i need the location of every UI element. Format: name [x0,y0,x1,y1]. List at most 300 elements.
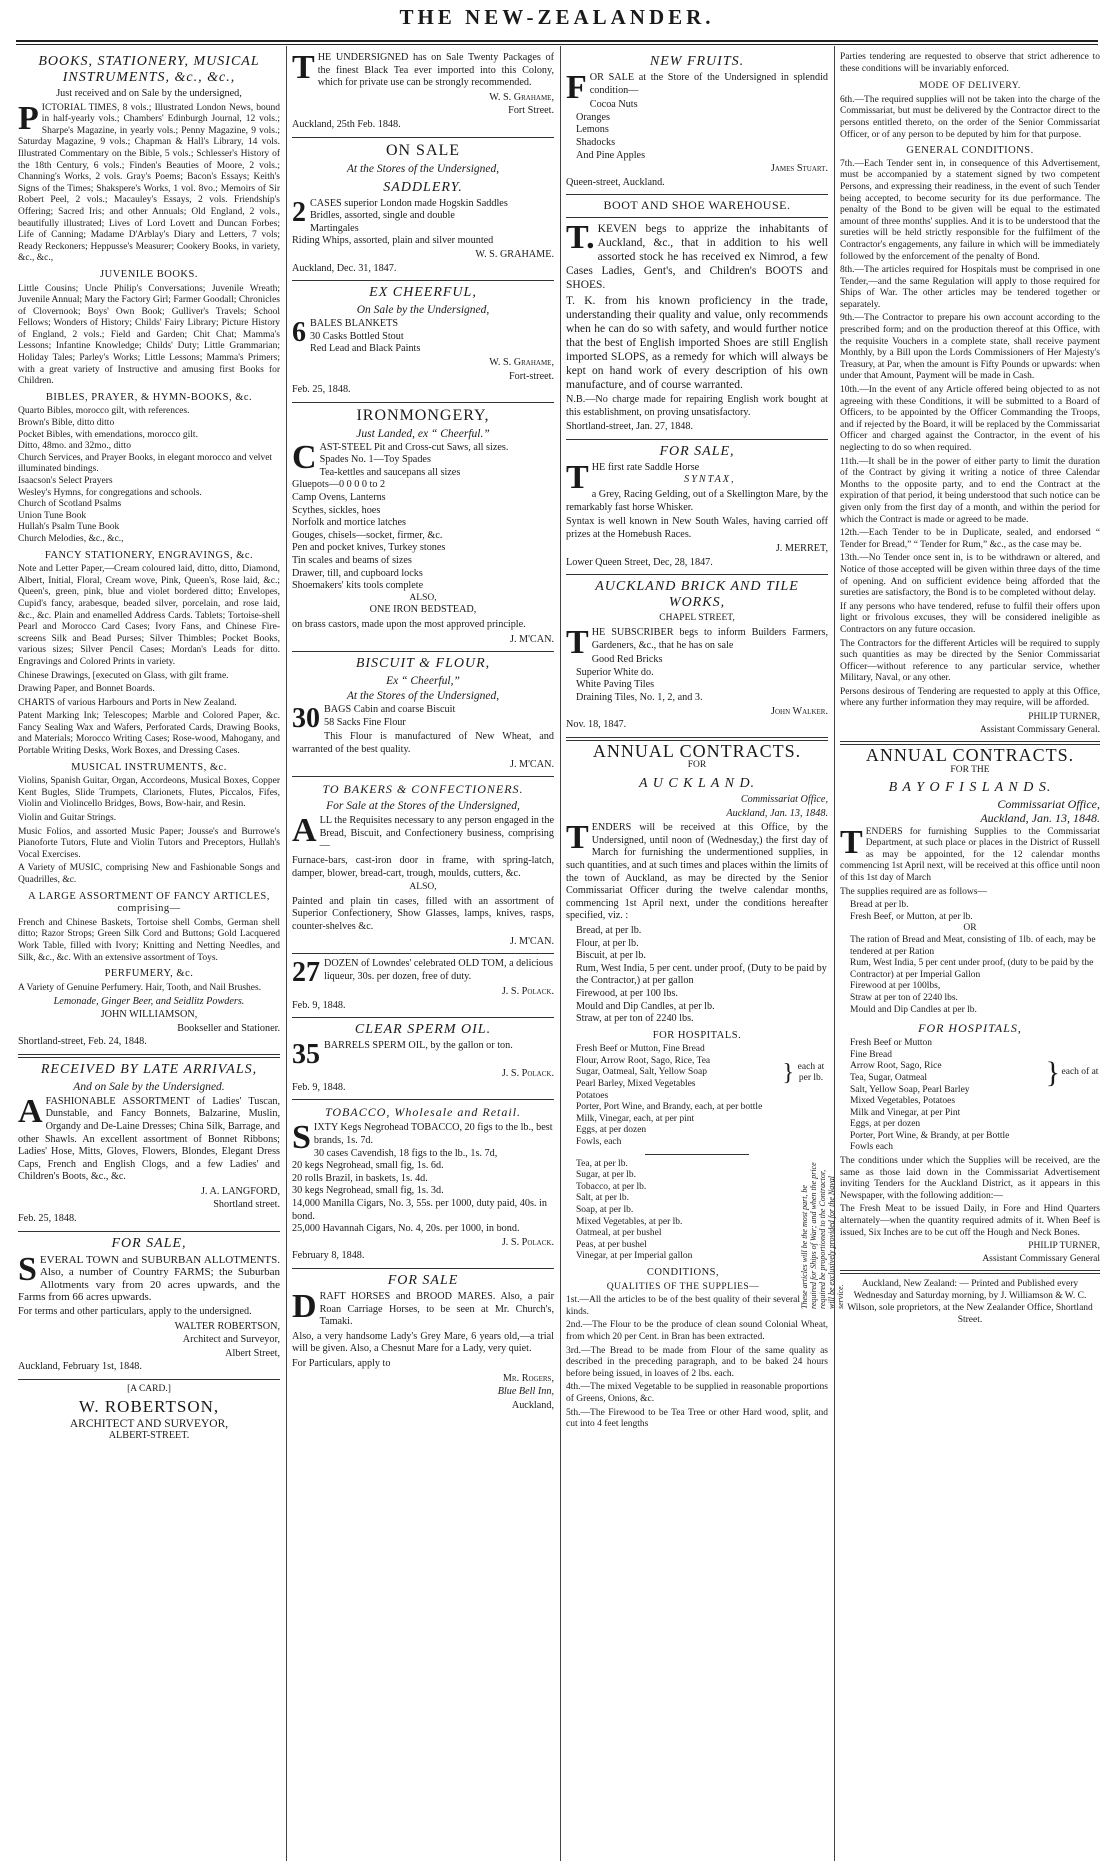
section-heading: JUVENILE BOOKS. [100,268,198,280]
list-item: 20 rolls Brazil, in baskets, 1s. 4d. [292,1172,428,1184]
ad-body: CHARTS of various Harbours and Ports in New Zealand. [18,697,237,708]
list-item: Shoemakers' kits tools complete [292,580,424,592]
ad-date: Feb. 9, 1848. [292,1081,346,1093]
ad-date: Shortland-street, Feb. 24, 1848. [18,1036,147,1048]
ad-date: February 8, 1848. [292,1250,365,1262]
ad-body: DRAFT HORSES and BROOD MARES. Also, a pair Roan Carriage Horses, to be seen at Mr. Church's, Tamaki. [292,1288,554,1328]
advertiser-name: W. S. Grahame, [489,356,554,368]
ad-ironmongery [292,407,554,647]
ad-subheading: CHAPEL STREET, [659,613,735,624]
ad-for: FOR [687,760,707,771]
advertiser-address: Fort Street. [508,105,554,117]
ad-body: Violin and Guitar Strings. [18,813,117,824]
list-item: Red Lead and Black Paints [310,343,421,355]
ad-body: For terms and other particulars, apply to the undersigned. [18,1306,252,1318]
list-item: Persons desirous of Tendering are requested to apply at this Office, where any further information they may require, will be afforded. [840,686,1100,709]
list-item: Pearl Barley, Mixed Vegetables [576,1079,696,1090]
list-item: Potatoes [576,1090,609,1101]
hospital-supplies [566,1044,828,1102]
ad-body: The supplies required are as follows— [840,886,987,897]
ad-heading: TO BAKERS & CONFECTIONERS. [322,782,524,797]
newspaper-title: THE NEW-ZEALANDER. [399,5,715,29]
list-item: 5th.—The Firewood to be Tea Tree or other Hard wood, split, and cut into 4 feet lengths [566,1407,828,1430]
advertiser-address: Albert Street, [225,1347,280,1359]
ad-date: Feb. 9, 1848. [292,999,346,1011]
quantity-number: 27 [292,957,320,989]
ships-list [566,1159,828,1263]
section-subheading: QUALITIES OF THE SUPPLIES— [606,1281,760,1292]
list-item: Sugar, at per lb. [576,1170,637,1181]
advertiser-role: Bookseller and Stationer. [177,1022,280,1034]
list-item: Fine Bread [850,1049,892,1060]
list-item: And Pine Apples [576,149,646,161]
ad-body: Violins, Spanish Guitar, Organ, Accordeons, Musical Boxes, Copper Kent Bugles, Slide Trumpets, Clarionets, Flutes, Piccalos, Fifes, Violin and Violincello Bridges, Bows, Bow-hair, and Resin. [18,776,280,810]
list-item: 4th.—The mixed Vegetable to be supplied in reasonable proportions of Greens, Onions, &c. [566,1382,828,1404]
list-item: Mould and Dip Candles, at per lb. [576,1000,715,1012]
ad-black-tea [292,49,554,132]
list-item: Tea, Sugar, Oatmeal [850,1072,928,1083]
section-heading: A LARGE ASSORTMENT OF FANCY ARTICLES, comprising— [28,890,270,915]
ad-body: Parties tendering are requested to observe that strict adherence to these conditions will be invariably enforced. [840,52,1100,74]
ad-date: Auckland, February 1st, 1848. [18,1361,142,1373]
ad-body: FOR SALE at the Store of the Undersigned in splendid condition— [566,69,828,106]
divider [292,1017,554,1018]
list-item: Milk, Vinegar, each, at per pint [576,1113,695,1124]
list-item: Church of Scotland Psalms [18,499,122,510]
list-item: Salt, at per lb. [576,1193,630,1204]
ad-body: Also, a very handsome Lady's Grey Mare, 6 years old,—a trial will be given. Also, a Chesnut Mare for a Lady, very quiet. [292,1330,554,1355]
office-date: Auckland, Jan. 13, 1848. [980,811,1100,826]
ad-subheading: Just Landed, ex “ Cheerful.” [356,427,490,440]
column-3 [566,50,845,1860]
ad-heading: EX CHEERFUL, [369,285,477,301]
divider [292,402,554,403]
list-item: Vinegar, at per Imperial gallon [576,1251,693,1262]
list-item: Fresh Beef or Mutton [850,1038,933,1049]
ad-body: AFASHIONABLE ASSORTMENT of Ladies' Tuscan, Dunstable, and Fancy Bonnets, Balzarine, Muslin, Organdy and De-Laine Dresses; China Silk, Barrage, and other Shawls. An excellent assortment of Bonnet Ribbons; Ladies' Hose, Mitts, Gloves, Flowers, Blondes, Elegant Dress Caps, French and English Clogs, and a few Ladies' and Children's Boots, &c., &c. [18,1092,280,1183]
list-item: Biscuit, at per lb. [576,950,646,962]
ad-body: French and Chinese Baskets, Tortoise shell Combs, German shell ditto; Razor Strops; Green Silk Cord and Buttons; Gold Lacquered Work Table, filled with Ivory; Knitting and Netting Needles, and Silk, &c., &c. With an extensive assortment of Toys. [18,917,280,963]
ad-sperm-oil [292,1022,554,1094]
also-label: ALSO, [409,592,437,603]
ad-body: Drawing Paper, and Bonnet Boards. [18,684,155,695]
ad-body: DOZEN of Lowndes' celebrated OLD TOM, a delicious liqueur, 30s. per dozen, free of duty. [324,958,553,982]
column-divider [286,46,287,1861]
list-item: 10th.—In the event of any Article offered being objected to as not agreeing with these Conditions, it will be submitted to a Board of Officers, to be appointed by the Officer Commanding the Troops, and if rejected by the Board, it will be replaced by the Commissariat Officer and charged against the Contractor, in the event of his neglecting to do so when required. [840,385,1100,453]
list-item: 2nd.—The Flour to be the produce of clean sound Colonial Wheat, from which 20 per Cent. in Bran has been extracted. [566,1320,828,1342]
section-heading: BIBLES, PRAYER, & HYMN-BOOKS, &c. [45,391,253,403]
divider [18,1231,280,1232]
ad-heading: AUCKLAND BRICK AND TILE WORKS, [595,579,799,611]
hospital-supplies [840,1038,1100,1108]
ad-body: The Fresh Meat to be issued Daily, in Fore and Hind Quarters alternately—when the quantity required admits of it. When Beef is issued, Six Inches are to be cut off the Hough and Neck Bones. [840,1204,1100,1238]
ad-date: Feb. 25, 1848. [18,1213,77,1225]
list-item: 12th.—Each Tender to be in Duplicate, sealed, and endorsed “ Tender for Bread,” “ Tender for Rum,” &c., as the case may be. [840,528,1100,550]
list-item: Tin scales and beams of sizes [292,555,412,567]
supplies-list [566,925,828,1026]
list-item: Rum, West India, 5 per cent. under proof, (Duty to be paid by the Contractor,) at per gallon [576,962,827,987]
advertiser-name: J. A. LANGFORD, [201,1185,280,1197]
masthead [0,0,1114,44]
ad-new-fruits [566,54,828,189]
list-item: Eggs, at per dozen [576,1125,647,1136]
advertiser-name: JOHN WILLIAMSON, [100,1008,198,1020]
ad-body: ALL the Requisites necessary to any person engaged in the Bread, Biscuit, and Confectionery business, comprising— [292,812,554,852]
ships-note: These articles will be the most part, be required for Ships of War; and when the price required be proportioned to the Contractor, will be exclusively provided for the Naval service. [800,1161,845,1309]
list-item: 11th.—It shall be in the power of either party to limit the duration of the Contract by giving it writing a notice of three Calendar Months to the opposite party, and to end the Contract at the expiration of that period, it being understood that such notice can be given only from the first day of a month, and within the period for which the Contract is made or agreed to be made. [840,456,1100,525]
divider [566,194,828,195]
advertiser-name: W. S. Grahame, [489,91,554,103]
list-item: 25,000 Havannah Cigars, No. 4, 20s. per 1000, in bond. [292,1223,520,1235]
ad-body: A Variety of MUSIC, comprising New and Fashionable Songs and Quadrilles, &c. [18,863,280,885]
ad-date: Feb. 25, 1848. [292,384,351,396]
advertiser-address: Shortland street. [213,1199,280,1211]
ad-subheading: At the Stores of the Undersigned, [346,162,500,175]
list-item: Straw, at per ton of 2240 lbs. [576,1013,694,1025]
list-item: Pen and pocket knives, Turkey stones [292,542,446,554]
ad-heading: FOR SALE [387,1273,459,1288]
ad-body: A Variety of Genuine Perfumery. Hair, Tooth, and Nail Brushes. [18,982,262,993]
list-item: Riding Whips, assorted, plain and silver mounted [292,235,494,247]
list-item: Isaacson's Select Prayers [18,476,113,486]
supplies-list [840,900,1100,923]
list-item: Wesley's Hymns, for congregations and schools. [18,487,202,498]
ad-body: Furnace-bars, cast-iron door in frame, with spring-latch, damper, blower, bread-cart, trough, moulds, cutters, &c. [292,854,554,879]
ad-heading: CLEAR SPERM OIL. [354,1022,492,1038]
list-item: If any persons who have tendered, refuse to fulfil their offers upon light or frivolous excuses, they will be considered ineligible as Contractors on any future occasion. [840,601,1100,635]
ad-body: ONE IRON BEDSTEAD, [369,604,477,616]
advertiser-role: Assistant Commissary General [982,1253,1100,1264]
divider [18,1379,280,1380]
list-item: SIXTY Kegs Negrohead TOBACCO, 20 figs to the lb., best brands, 1s. 7d. [292,1119,553,1157]
tobacco-list [292,1119,554,1235]
list-item: Draining Tiles, No. 1, 2, and 3. [576,692,703,704]
ad-boot-shoe [566,199,828,433]
ad-for: FOR THE [950,764,990,775]
list-item: Porter, Port Wine, & Brandy, at per Bottle [850,1130,1010,1141]
advertiser-name: James Stuart. [770,163,828,175]
bibles-list [18,406,280,545]
ad-place: B A Y O F I S L A N D S. [888,780,1052,796]
ad-heading: RECEIVED BY LATE ARRIVALS, [40,1061,258,1077]
divider [840,1270,1100,1274]
list-item: Eggs, at per dozen [850,1119,921,1130]
ad-heading: NEW FRUITS. [649,54,745,69]
advertiser-name: WALTER ROBERTSON, [174,1320,280,1332]
ad-heading: BOOT AND SHOE WAREHOUSE. [603,198,791,213]
ad-body: Chinese Drawings, [executed on Glass, with gilt frame. [18,670,229,681]
list-item: Fowls, each [576,1137,622,1148]
ad-heading: FOR SALE, [659,443,735,459]
brace-label: each of at [1061,1067,1099,1078]
section-heading: FOR HOSPITALS. [652,1029,742,1041]
advertiser-role: Assistant Commissary General. [979,724,1100,735]
ad-body: THE first rate Saddle Horse [566,458,700,496]
list-item: Shadocks [576,136,616,148]
advertiser-role: Architect and Surveyor, [182,1334,280,1346]
list-item: Brown's Bible, ditto ditto [18,418,115,429]
ad-for-sale-allotments [18,1236,280,1374]
divider [292,280,554,281]
ad-saddlery [292,142,554,276]
office-date: Auckland, Jan. 13, 1848. [726,807,828,819]
list-item: Salt, Yellow Soap, Pearl Barley [850,1084,970,1095]
divider [292,137,554,138]
list-item: Pocket Bibles, with emendations, morocco gilt. [18,429,198,440]
hospital-list-2 [840,1108,1100,1154]
ad-bakers [292,781,554,948]
ad-place: A U C K L A N D. [638,776,756,791]
horse-name: SYNTAX, [684,474,736,486]
ad-subheading: Just received and on Sale by the undersigned, [56,88,242,99]
hospital-list [566,1044,782,1102]
list-item: Milk and Vinegar, at per Pint [850,1107,961,1118]
ad-annual-contracts-auckland [566,740,845,1431]
list-item: Sugar, Oatmeal, Salt, Yellow Soap [576,1067,708,1078]
ad-annual-contracts-bay-of-islands [840,745,1100,1265]
divider [292,1268,554,1269]
divider [292,1099,554,1100]
list-item: Oranges [576,111,610,123]
ad-tobacco [292,1104,554,1263]
masthead-rule [16,40,1098,45]
list-item: Hullah's Psalm Tune Book [18,522,120,533]
brace-label: each at per lb. [797,1061,825,1084]
card-role: ARCHITECT AND SURVEYOR, [69,1417,229,1430]
list-item: Spades No. 1—Toy Spades [319,454,431,466]
list-item: Oatmeal, at per bushel [576,1228,662,1239]
list-item: Mould and Dip Candles at per lb. [850,1004,977,1015]
advertiser-name: John Walker. [771,705,828,717]
list-item: Gluepots—0 0 0 0 to 2 [292,479,386,491]
list-item: Church Services, and Prayer Books, in elegant morocco and velvet illuminated bindings. [18,452,273,475]
ad-body: a Grey, Racing Gelding, out of a Skellington Mare, by the remarkably fast horse Whisker. [566,488,828,513]
list-item: 9th.—The Contractor to prepare his own account according to the prescribed form; and on the production thereof at this Office, with the requisite Vouchers in a complete state, shall receive payment Monthly, by a Bill upon the Lords Commissioners of Her Majesty's Treasury, at Par, when the amount is Fifty Pounds or upwards: when under that Amount, Payment will be made in Cash. [840,313,1100,382]
divider [292,953,554,954]
ad-subheading: For Sale at the Stores of the Undersigned, [326,800,520,813]
column-divider [834,46,835,1861]
advertiser-name: J. MERRET, [775,543,828,555]
ad-heading: IRONMONGERY, [356,406,490,424]
ironmongery-list [292,438,554,593]
or-label: OR [963,923,977,934]
list-item: Fresh Beef, or Mutton, at per lb. [850,911,973,922]
advertiser-address: Fort-street. [509,370,554,382]
quantity-number: 35 [292,1039,320,1071]
ad-brick-works [566,579,828,731]
advertiser-name: PHILIP TURNER, [1028,1241,1100,1252]
imprint: Auckland, New Zealand: — Printed and Published every Wednesday and Saturday morning, by J. Williamson & W. C. Wilson, sole proprietors, at the New Zealander Office, Shortland Street. [847,1279,1093,1326]
ad-date: Nov. 18, 1847. [566,719,627,731]
list-item: Peas, at per bushel [576,1239,647,1250]
advertiser-name: J. M'CAN. [509,633,554,645]
list-item: 13th.—No Tender once sent in, is to be withdrawn or altered, and Notice of those accepted will be given within three days of the time of opening. And on sufficient evidence being afforded that the sureties are satisfactory, the Bond is to be completed without delay. [840,553,1100,599]
column-1 [18,50,280,1860]
list-item: The ration of Bread and Meat, consisting of 1lb. of each, may be tendered at per Ration [850,934,1096,957]
ad-heading: TOBACCO, Wholesale and Retail. [324,1105,522,1120]
card-address: ALBERT-STREET. [108,1430,190,1442]
ad-body: Painted and plain tin cases, filled with an assortment of Superior Confectionery, Show Glasses, lamps, knives, rasps, counter-shelves &c. [292,895,554,932]
section-heading: FANCY STATIONERY, ENGRAVINGS, &c. [44,549,254,561]
advertiser-name: J. S. Polack. [501,1068,554,1080]
ad-heading: ANNUAL CONTRACTS. [865,745,1075,766]
ad-body: THE UNDERSIGNED has on Sale Twenty Packages of the finest Black Tea ever imported into this Colony, which for private use can be strongly recommended. [292,49,554,89]
hospital-list [840,1038,1046,1108]
fruits-list [566,99,828,162]
ad-subheading: At the Stores of the Undersigned, [346,690,500,703]
list-item: Tea-kettles and saucepans all sizes [319,466,461,478]
divider [566,439,828,440]
list-item: CAST-STEEL Pit and Cross-cut Saws, all sizes. [292,438,509,476]
quantity-number: 30 [292,703,320,735]
ad-old-tom [292,958,554,1012]
divider [292,776,554,777]
office-name: Commissariat Office, [997,797,1100,812]
ad-body: Lemonade, Ginger Beer, and Seidlitz Powders. [53,996,245,1008]
list-item: Camp Ovens, Lanterns [292,492,386,504]
list-item: 8th.—The articles required for Hospitals must be comprised in one Tender,—and the same Regulation will apply to those required for Ships of War. The other articles may be tendered together or separately. [840,265,1100,310]
ad-heading: FOR SALE, [111,1235,187,1251]
ad-heading: SADDLERY. [383,179,463,195]
ad-heading: ON SALE [385,141,461,159]
advertiser-name: J. S. Polack. [501,986,554,998]
ad-body: TENDERS for furnishing Supplies to the Commissariat Department, at such place or places in the District of Russell as may be appointed, for the 12 calendar months commencing 1st April next, will be received at this office until noon of this 1st day of March [840,823,1100,883]
section-heading: MUSICAL INSTRUMENTS, &c. [71,761,227,773]
list-item: Church Melodies, &c., &c., [18,533,124,544]
ad-heading: ANNUAL CONTRACTS. [592,740,802,761]
quantity-number: 6 [292,317,306,349]
ad-card [18,1384,280,1443]
list-item: Straw at per ton of 2240 lbs. [850,992,958,1003]
ad-body: This Flour is manufactured of New Wheat, and warranted of the best quality. [292,731,554,755]
section-heading: PERFUMERY, &c. [104,968,194,980]
conditions-list [566,1295,828,1431]
list-item: Firewood at per 100lbs, [850,981,941,992]
list-item: Fresh Beef or Mutton, Fine Bread [576,1044,705,1055]
list-item: Union Tune Book [18,510,87,521]
advertiser-name: W. S. GRAHAME. [475,248,554,260]
column-4 [840,50,1100,1860]
list-item: Gouges, chisels—socket, firmer, &c. [292,529,443,541]
ad-body: SEVERAL TOWN and SUBURBAN ALLOTMENTS. Also, a number of Country FARMS; the Suburban Allotments vary from 20 acres upwards, and the Farms from 66 acres upwards. [18,1250,280,1304]
ad-subheading: Ex “ Cheerful,” [386,675,460,688]
list-item: Good Red Bricks [591,654,663,666]
list-item: Bread, at per lb. [576,924,642,936]
ad-horses [292,1273,554,1412]
section-heading: FOR HOSPITALS, [918,1021,1022,1036]
ad-subheading: On Sale by the Undersigned, [356,304,490,317]
ad-body: THE SUBSCRIBER begs to inform Builders Farmers, Gardeners, &c., that he has on sale [566,624,828,662]
list-item: 30 cases Cavendish, 18 figs to the lb., 1s. 7d, [313,1147,498,1159]
advertiser-name: J. M'CAN. [509,935,554,947]
list-item: Scythes, sickles, hoes [292,504,381,516]
divider [566,217,828,218]
column-2 [292,50,554,1860]
list-item: Firewood, at per 100 lbs. [576,987,678,999]
ad-body: on brass castors, made upon the most approved principle. [292,619,526,630]
ad-contracts-continued [840,52,1100,736]
ad-body: T.KEVEN begs to apprize the inhabitants of Auckland, &c., that in addition to his well assorted stock he has received ex Nimrod, a few Cases Ladies, Gent's, and Children's BOOTS and SHOES. [566,218,828,291]
list-item: Lemons [576,124,609,136]
list-item: 7th.—Each Tender sent in, in consequence of this Advertisement, must be accompanied by a statement signed by two competent Persons, and expressing their readiness, in the event of such Tender being accepted, to become security for its due performance. The penalty of the Bond to be given will be equal to the estimated amount of three months' supplies. And it is to be understood that the sureties will be held strictly responsible for the fulfilment of the Contractor's engagements, any failure in which will be immediately followed by the enforcement of the penalty of Bond. [840,158,1100,262]
bricks-list [566,654,828,704]
list-item: Flour, Arrow Root, Sago, Rice, Tea [576,1055,711,1066]
divider [645,1154,750,1155]
general-conditions-list [840,159,1100,710]
list-item: 20 kegs Negrohead, small fig, 1s. 6d. [292,1160,444,1172]
brace-icon: } [782,1060,794,1087]
list-item: Martingales [310,222,359,234]
section-heading: GENERAL CONDITIONS. [906,145,1034,157]
ad-body: T. K. from his known proficiency in the trade, understanding their quality and value, only recommends when he can do so with safety, and would further notice that the best of English imported Shoes are still English imported SLOPS, as a remedy for which will always be kept on hand work of every description of his own manufacture, and of course warranted. [566,294,828,391]
list-item: Quarto Bibles, morocco gilt, with references. [18,406,190,417]
brace-icon: } [1045,1055,1060,1089]
list-item: Tea, at per lb. [576,1158,628,1169]
advertiser-address: Blue Bell Inn, [497,1386,554,1398]
list-item: 1st.—All the articles to be of the best quality of their several kinds. [566,1295,800,1317]
advertiser-address: Auckland, [511,1399,554,1411]
ad-date: Shortland-street, Jan. 27, 1848. [566,421,694,433]
advertiser-name: Mr. Rogers, [502,1372,554,1384]
also-label: ALSO, [409,882,437,893]
quantity-number: 2 [292,196,306,228]
list-item: Arrow Root, Sago, Rice [850,1061,942,1072]
ad-subheading: And on Sale by the Undersigned. [73,1080,225,1093]
ad-received [18,1062,280,1226]
column-divider [560,46,561,1861]
ad-body: 6th.—The required supplies will not be taken into the charge of the Commissariat, but must be delivered by the Contractor direct to the persons entitled thereto, on the order of the Senior Commissariat Officer, or of any person to be deputed by him for that purpose. [840,94,1100,140]
list-item: BAGS Cabin and coarse Biscuit [324,704,456,716]
list-item: 30 Casks Bottled Stout [310,330,404,342]
ad-body: N.B.—No charge made for repairing English work bought at this establishment, on proving unsatisfactory. [566,393,828,418]
list-item: Rum, West India, 5 per cent under proof, (duty to be paid by the Contractor) at per Imperial Gallon [850,958,1094,980]
ad-body: BARRELS SPERM OIL, by the gallon or ton. [324,1040,513,1052]
list-item: White Paving Tiles [576,679,655,691]
list-item: Fowls each [850,1142,894,1153]
ad-date: Auckland, 25th Feb. 1848. [292,118,401,130]
advertiser-address: Queen-street, Auckland. [566,176,665,188]
ad-biscuit-flour [292,656,554,771]
ad-date: Lower Queen Street, Dec, 28, 1847. [566,556,713,568]
list-item: Mixed Vegetables, Potatoes [850,1096,956,1107]
card-name: W. ROBERTSON, [78,1396,220,1416]
ad-date: Auckland, Dec. 31, 1847. [292,262,397,274]
office-name: Commissariat Office, [740,794,828,805]
ad-heading: BOOKS, STATIONERY, MUSICAL INSTRUMENTS, &c., &c., [38,54,260,85]
list-item: Bread at per lb. [850,900,909,911]
list-item: Tobacco, at per lb. [576,1181,647,1192]
list-item: Soap, at per lb. [576,1205,634,1215]
ad-body: Syntax is well known in New South Wales, having carried off prizes at the Homebush Races. [566,516,828,540]
hospital-list-2 [566,1102,828,1148]
list-item: 30 kegs Negrohead, small fig, 1s. 3d. [292,1185,444,1197]
ad-ex-cheerful [292,285,554,397]
section-heading: CONDITIONS, [646,1266,720,1278]
list-item: The Contractors for the different Articles will be required to supply such quantities as may be directed by the Senior Commissariat Officer—without reference to any particular service, whether Military, Naval, or any other. [840,638,1100,684]
ad-syntax-horse [566,444,828,570]
advertiser-name: J. S. Polack. [501,1236,554,1248]
divider [18,1054,280,1058]
ad-books [18,54,280,1049]
supplies-list-2 [840,935,1100,1016]
ad-body: Little Cousins; Uncle Philip's Conversations; Juvenile Wreath; Juvenile Annual; Mary the Factory Girl; Farmer Goodall; Chronicles of Clovernook; Boys' Own Book; Gulliver's Travels; School Fellows; Wonders of History; Childs' Fairy Library; Picture History of England, 2 vols.; Field and Garden; Chit Chat; Mamma's Lessons; Infantine Knowledge; Childs' Duty; Little Grammarian; Holiday Tales; Parley's Works; Little Lessons; Mamma's Primers; with a great variety of Instructive and amusing first Books for Children. [18,283,280,387]
ad-body: The conditions under which the Supplies will be received, are the same as those laid down in the Commissariat Advertisement inviting Tenders for the Auckland District, as it appears in this Newspaper, with the following addition:— [840,1156,1100,1201]
list-item: BALES BLANKETS [310,318,399,330]
list-item: 3rd.—The Bread to be made from Flour of the same quality as described in the preceding paragraph, and to be baked 24 hours before being issued, in loaves of 2 lbs. each. [566,1345,828,1379]
divider [292,651,554,652]
card-label: [A CARD.] [127,1384,171,1394]
ad-body: Patent Marking Ink; Telescopes; Marble and Colored Paper, &c. Fancy Sealing Wax and Wafers, Perforated Cards, Drawing Books, and Materials; Morocco Writing Cases; Rose-wood, Mahogany, and Portable Writing Desks, Work Boxes, and Dressing Cases. [18,711,280,757]
